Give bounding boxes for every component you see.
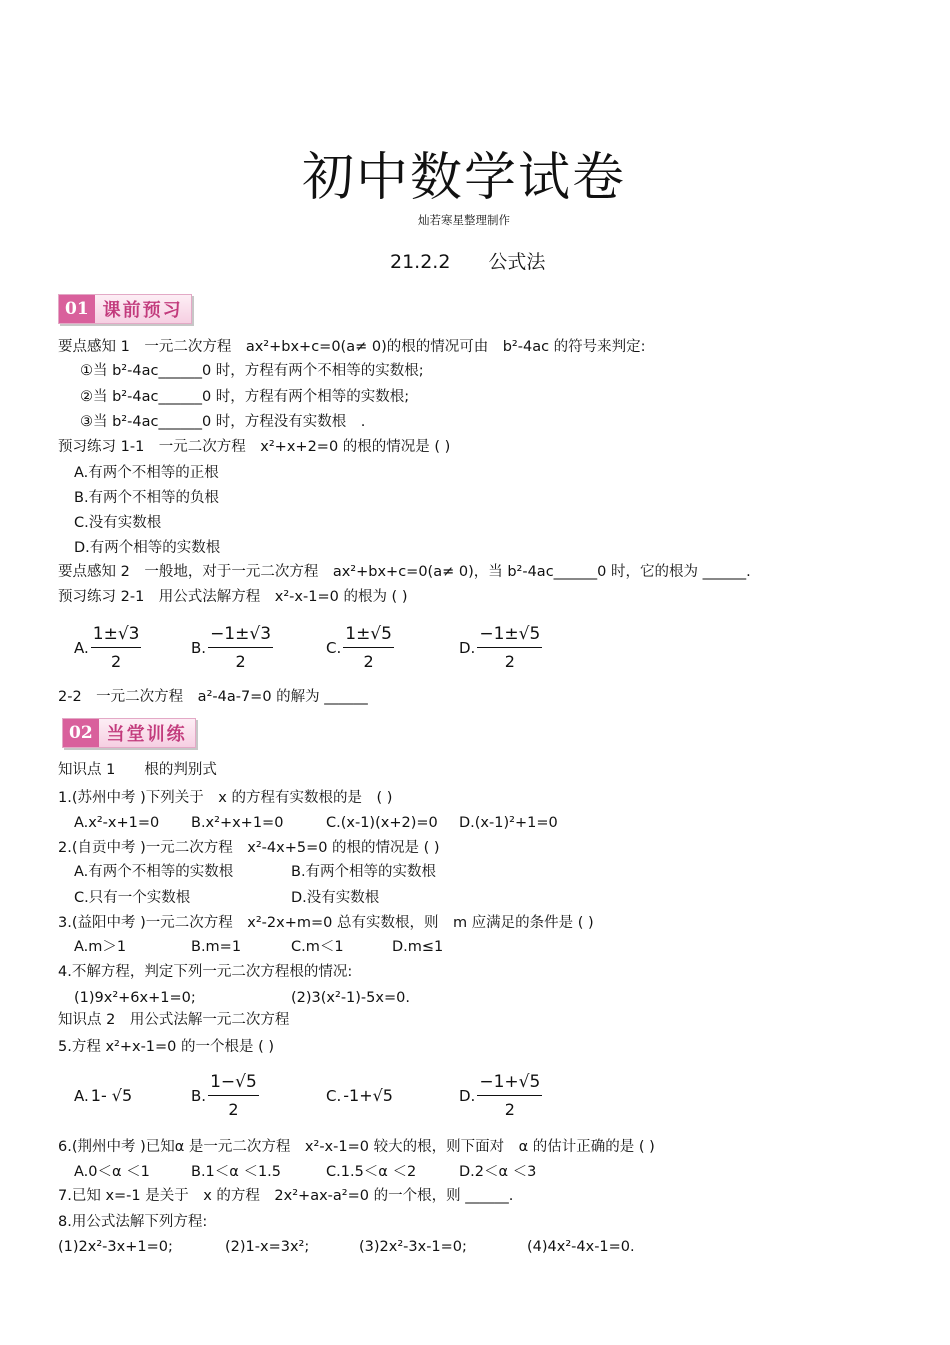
option-line: B.m=1 xyxy=(191,939,242,955)
option-value: -1+√5 xyxy=(343,1086,393,1105)
text-line: ③当 b²-4ac______0 时，方程没有实数根 . xyxy=(80,414,366,430)
option-fraction xyxy=(459,624,542,671)
option-letter: C. xyxy=(326,638,342,657)
option-letter: D. xyxy=(459,1086,476,1105)
knowledge-point: 知识点 2 用公式法解一元二次方程 xyxy=(58,1012,290,1028)
option-line: B.x²+x+1=0 xyxy=(191,815,284,831)
option-text xyxy=(326,1086,393,1105)
option-line: C.1.5＜α ＜2 xyxy=(326,1164,417,1180)
section-number: 01 xyxy=(59,295,95,323)
option-fraction xyxy=(459,1072,542,1119)
section-banner-practice xyxy=(62,718,196,748)
section-number: 02 xyxy=(63,719,99,747)
option-value: 1- √5 xyxy=(90,1086,133,1105)
section-label: 课前预习 xyxy=(102,300,183,321)
question-line: 2-2 一元二次方程 a²-4a-7=0 的解为 ______ xyxy=(58,689,368,705)
option-line: D.没有实数根 xyxy=(291,890,380,906)
fraction-numerator: −1+√5 xyxy=(477,1072,542,1096)
option-letter: B. xyxy=(191,1086,207,1105)
option-line: C.只有一个实数根 xyxy=(74,890,191,906)
option-line: B.1＜α ＜1.5 xyxy=(191,1164,282,1180)
sub-question: (2)1-x=3x²; xyxy=(225,1239,310,1255)
option-line: D.m≤1 xyxy=(392,939,444,955)
option-line: D.有两个相等的实数根 xyxy=(74,540,221,556)
option-letter: C. xyxy=(326,1086,342,1105)
option-line: A.有两个不相等的实数根 xyxy=(74,864,234,880)
question-line: 预习练习 2-1 用公式法解方程 x²-x-1=0 的根为 ( ) xyxy=(58,589,408,605)
page-subtitle: 灿若寒星整理制作 xyxy=(418,213,510,227)
option-fraction xyxy=(191,1072,259,1119)
fraction-denominator: 2 xyxy=(111,652,122,671)
option-text xyxy=(74,1086,132,1105)
option-letter: B. xyxy=(191,638,207,657)
option-fraction xyxy=(74,624,141,671)
question-line: 8.用公式法解下列方程: xyxy=(58,1214,208,1230)
option-line: A.m＞1 xyxy=(74,939,127,955)
section-label: 当堂训练 xyxy=(106,724,187,745)
option-line: B.有两个不相等的负根 xyxy=(74,490,220,506)
fraction-numerator: −1±√3 xyxy=(208,624,273,648)
option-letter: D. xyxy=(459,638,476,657)
question-line: 3.(益阳中考 )一元二次方程 x²-2x+m=0 总有实数根，则 m 应满足的条件是 ( ) xyxy=(58,915,594,931)
question-line: 1.(苏州中考 )下列关于 x 的方程有实数根的是 ( ) xyxy=(58,790,393,806)
sub-question: (3)2x²-3x-1=0; xyxy=(359,1239,467,1255)
option-line: D.(x-1)²+1=0 xyxy=(459,815,558,831)
fraction-denominator: 2 xyxy=(504,652,515,671)
question-line: 4.不解方程，判定下列一元二次方程根的情况: xyxy=(58,964,353,980)
page-title: 初中数学试卷 xyxy=(302,148,627,208)
question-line: 预习练习 1-1 一元二次方程 x²+x+2=0 的根的情况是 ( ) xyxy=(58,439,451,455)
fraction-numerator: 1±√3 xyxy=(91,624,142,648)
fraction-denominator: 2 xyxy=(504,1100,515,1119)
section-banner-preview xyxy=(58,294,192,324)
knowledge-point: 知识点 1 根的判别式 xyxy=(58,762,217,778)
sub-question: (2)3(x²-1)-5x=0. xyxy=(291,990,410,1006)
option-fraction xyxy=(326,624,394,671)
option-line: C.m＜1 xyxy=(291,939,344,955)
option-line: A.有两个不相等的正根 xyxy=(74,465,219,481)
fraction-denominator: 2 xyxy=(228,1100,239,1119)
option-letter: A. xyxy=(74,1086,89,1105)
question-line: 2.(自贡中考 )一元二次方程 x²-4x+5=0 的根的情况是 ( ) xyxy=(58,840,440,856)
sub-question: (1)9x²+6x+1=0; xyxy=(74,990,196,1006)
option-line: D.2＜α ＜3 xyxy=(459,1164,537,1180)
sub-question: (1)2x²-3x+1=0; xyxy=(58,1239,173,1255)
option-line: B.有两个相等的实数根 xyxy=(291,864,437,880)
text-line: 要点感知 2 一般地，对于一元二次方程 ax²+bx+c=0(a≠ 0)，当 b²-4ac______0 时，它的根为 ______. xyxy=(58,564,751,580)
option-line: A.0＜α ＜1 xyxy=(74,1164,150,1180)
text-line: ①当 b²-4ac______0 时，方程有两个不相等的实数根; xyxy=(80,363,424,379)
option-line: A.x²-x+1=0 xyxy=(74,815,160,831)
option-line: C.(x-1)(x+2)=0 xyxy=(326,815,438,831)
fraction-denominator: 2 xyxy=(235,652,246,671)
fraction-numerator: 1±√5 xyxy=(343,624,394,648)
lesson-title: 21.2.2 公式法 xyxy=(390,251,546,273)
fraction-denominator: 2 xyxy=(363,652,374,671)
option-fraction xyxy=(191,624,273,671)
sub-question: (4)4x²-4x-1=0. xyxy=(527,1239,635,1255)
fraction-numerator: 1−√5 xyxy=(208,1072,259,1096)
question-line: 6.(荆州中考 )已知α 是一元二次方程 x²-x-1=0 较大的根，则下面对 α 的估计正确的是 ( ) xyxy=(58,1139,655,1155)
question-line: 5.方程 x²+x-1=0 的一个根是 ( ) xyxy=(58,1039,275,1055)
option-line: C.没有实数根 xyxy=(74,515,162,531)
option-letter: A. xyxy=(74,638,89,657)
question-line: 7.已知 x=-1 是关于 x 的方程 2x²+ax-a²=0 的一个根，则 ______. xyxy=(58,1188,514,1204)
text-line: ②当 b²-4ac______0 时，方程有两个相等的实数根; xyxy=(80,389,410,405)
text-line: 要点感知 1 一元二次方程 ax²+bx+c=0(a≠ 0)的根的情况可由 b²-4ac 的符号来判定: xyxy=(58,339,646,355)
fraction-numerator: −1±√5 xyxy=(477,624,542,648)
